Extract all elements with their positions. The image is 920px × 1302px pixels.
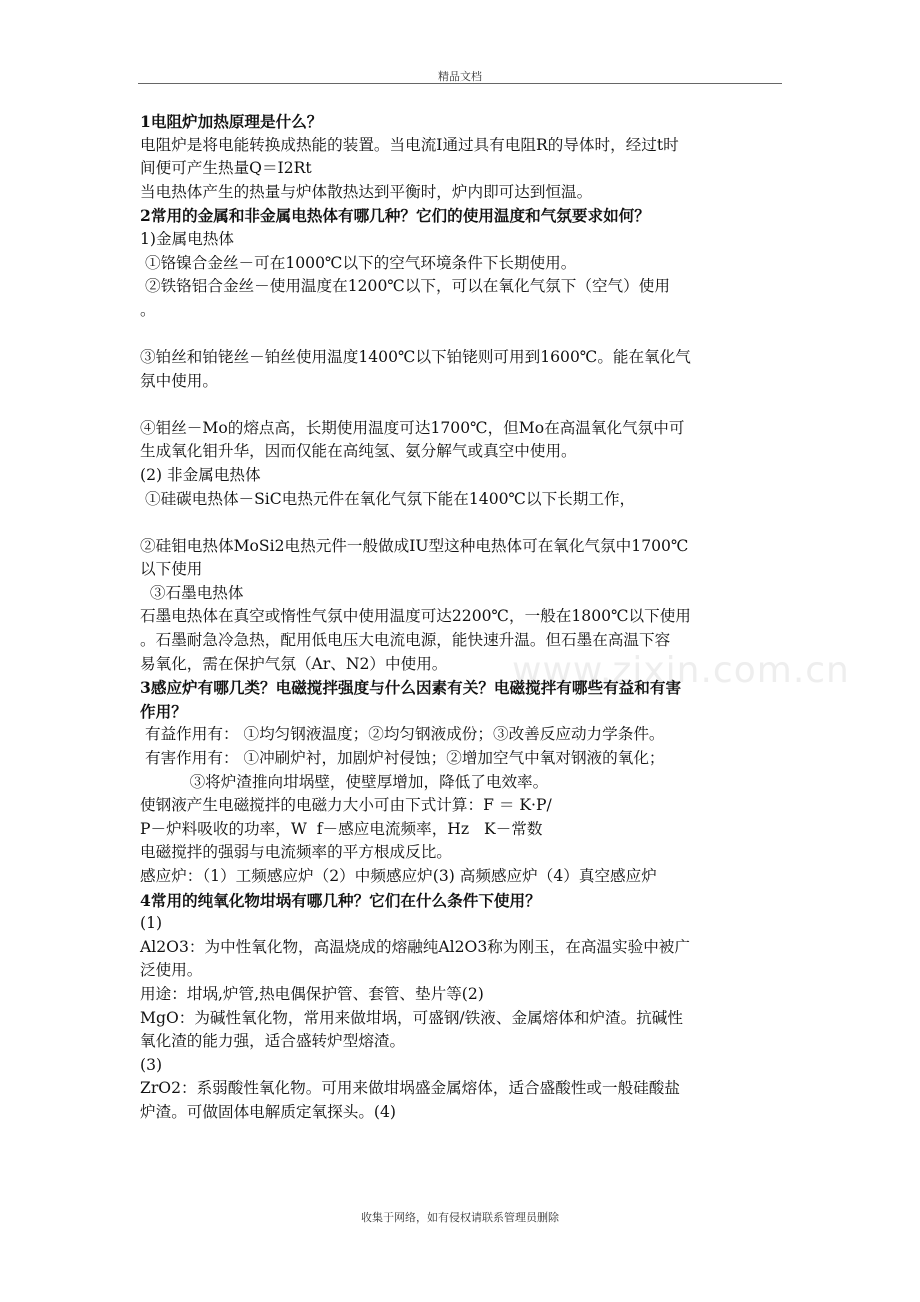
text-line: 使钢液产生电磁搅拌的电磁力大小可由下式计算：F ＝ K·P/ (140, 796, 552, 815)
text-line: 。 (140, 300, 156, 319)
text-line: 感应炉：（1）工频感应炉（2）中频感应炉(3) 高频感应炉（4）真空感应炉 (140, 867, 657, 885)
text-line: 间便可产生热量Q＝I2Rt (140, 159, 312, 178)
question-4-heading: 4常用的纯氧化物坩埚有哪几种？它们在什么条件下使用？ (140, 890, 541, 910)
text-line: ②铁铬铝合金丝－使用温度在1200℃以下，可以在氧化气氛下（空气）使用 (140, 277, 670, 296)
blank-line (140, 393, 780, 417)
text-line: (1) (140, 914, 163, 933)
text-line: 氧化渣的能力强，适合盛转炉型熔渣。 (140, 1032, 406, 1051)
text-line: 以下使用 (140, 560, 203, 579)
text-line: ④钼丝－Mo的熔点高，长期使用温度可达1700℃，但Mo在高温氧化气氛中可 (140, 418, 685, 437)
question-3-heading-cont: 作用？ (140, 701, 187, 721)
blank-line (140, 322, 780, 346)
text-line: Al2O3：为中性氧化物，高温烧成的熔融纯Al2O3称为刚玉，在高温实验中被广 (140, 937, 690, 956)
text-line: P－炉料吸收的功率，W f－感应电流频率，Hz K－常数 (140, 819, 543, 838)
text-line: ②硅钼电热体MoSi2电热元件一般做成IU型这种电热体可在氧化气氛中1700℃ (140, 536, 689, 555)
text-line: ①铬镍合金丝－可在1000℃以下的空气环境条件下长期使用。 (140, 253, 577, 272)
question-2-heading: 2常用的金属和非金属电热体有哪几种？它们的使用温度和气氛要求如何？ (140, 206, 650, 226)
text-line: ③将炉渣推向坩埚壁，使壁厚增加，降低了电效率。 (140, 772, 549, 791)
text-line: 电磁搅拌的强弱与电流频率的平方根成反比。 (140, 843, 452, 862)
text-line: (2) 非金属电热体 (140, 465, 261, 484)
question-1-heading: 1电阻炉加热原理是什么？ (140, 112, 323, 131)
text-line: 电阻炉是将电能转换成热能的装置。当电流I通过具有电阻R的导体时，经过t时 (140, 135, 679, 154)
text-line: 用途：坩埚,炉管,热电偶保护管、套管、垫片等(2) (140, 984, 484, 1003)
text-line: ③石墨电热体 (140, 583, 244, 602)
text-line: 生成氧化钼升华，因而仅能在高纯氢、氨分解气或真空中使用。 (140, 442, 577, 461)
question-3-heading: 3感应炉有哪几类？电磁搅拌强度与什么因素有关？电磁搅拌有哪些有益和有害 (140, 678, 682, 698)
text-line: 当电热体产生的热量与炉体散热达到平衡时，炉内即可达到恒温。 (140, 182, 593, 201)
text-line: ③铂丝和铂铑丝－铂丝使用温度1400℃以下铂铑则可用到1600℃。能在氧化气 (140, 347, 691, 366)
text-line: ZrO2：系弱酸性氧化物。可用来做坩埚盛金属熔体，适合盛酸性或一般硅酸盐 (140, 1079, 680, 1098)
text-line: 炉渣。可做固体电解质定氧探头。(4) (140, 1102, 396, 1121)
text-line: 1)金属电热体 (140, 229, 234, 248)
text-line: 泛使用。 (140, 961, 203, 980)
text-line: 有益作用有： ①均匀钢液温度；②均匀钢液成份；③改善反应动力学条件。 (140, 725, 665, 744)
page-footer: 收集于网络，如有侵权请联系管理员删除 (361, 1211, 559, 1224)
page-header: 精品文档 (438, 70, 482, 83)
blank-line (140, 511, 780, 535)
header-divider (138, 83, 782, 84)
text-line: ①硅碳电热体－SiC电热元件在氧化气氛下能在1400℃以下长期工作， (140, 489, 636, 508)
text-line: MgO：为碱性氧化物，常用来做坩埚，可盛钢/铁液、金属熔体和炉渣。抗碱性 (140, 1008, 683, 1027)
text-line: 氛中使用。 (140, 371, 218, 390)
watermark: www.zixin.com.cn (512, 650, 850, 691)
text-line: 有害作用有： ①冲刷炉衬，加剧炉衬侵蚀；②增加空气中氧对钢液的氧化； (140, 749, 665, 768)
text-line: 石墨电热体在真空或惰性气氛中使用温度可达2200℃，一般在1800℃以下使用 (140, 607, 691, 626)
text-line: 。石墨耐急冷急热，配用低电压大电流电源，能快速升温。但石墨在高温下容 (140, 631, 671, 650)
document-body (140, 110, 780, 1125)
text-line: (3) (140, 1055, 163, 1074)
text-line: 易氧化，需在保护气氛（Ar、N2）中使用。 (140, 654, 448, 673)
